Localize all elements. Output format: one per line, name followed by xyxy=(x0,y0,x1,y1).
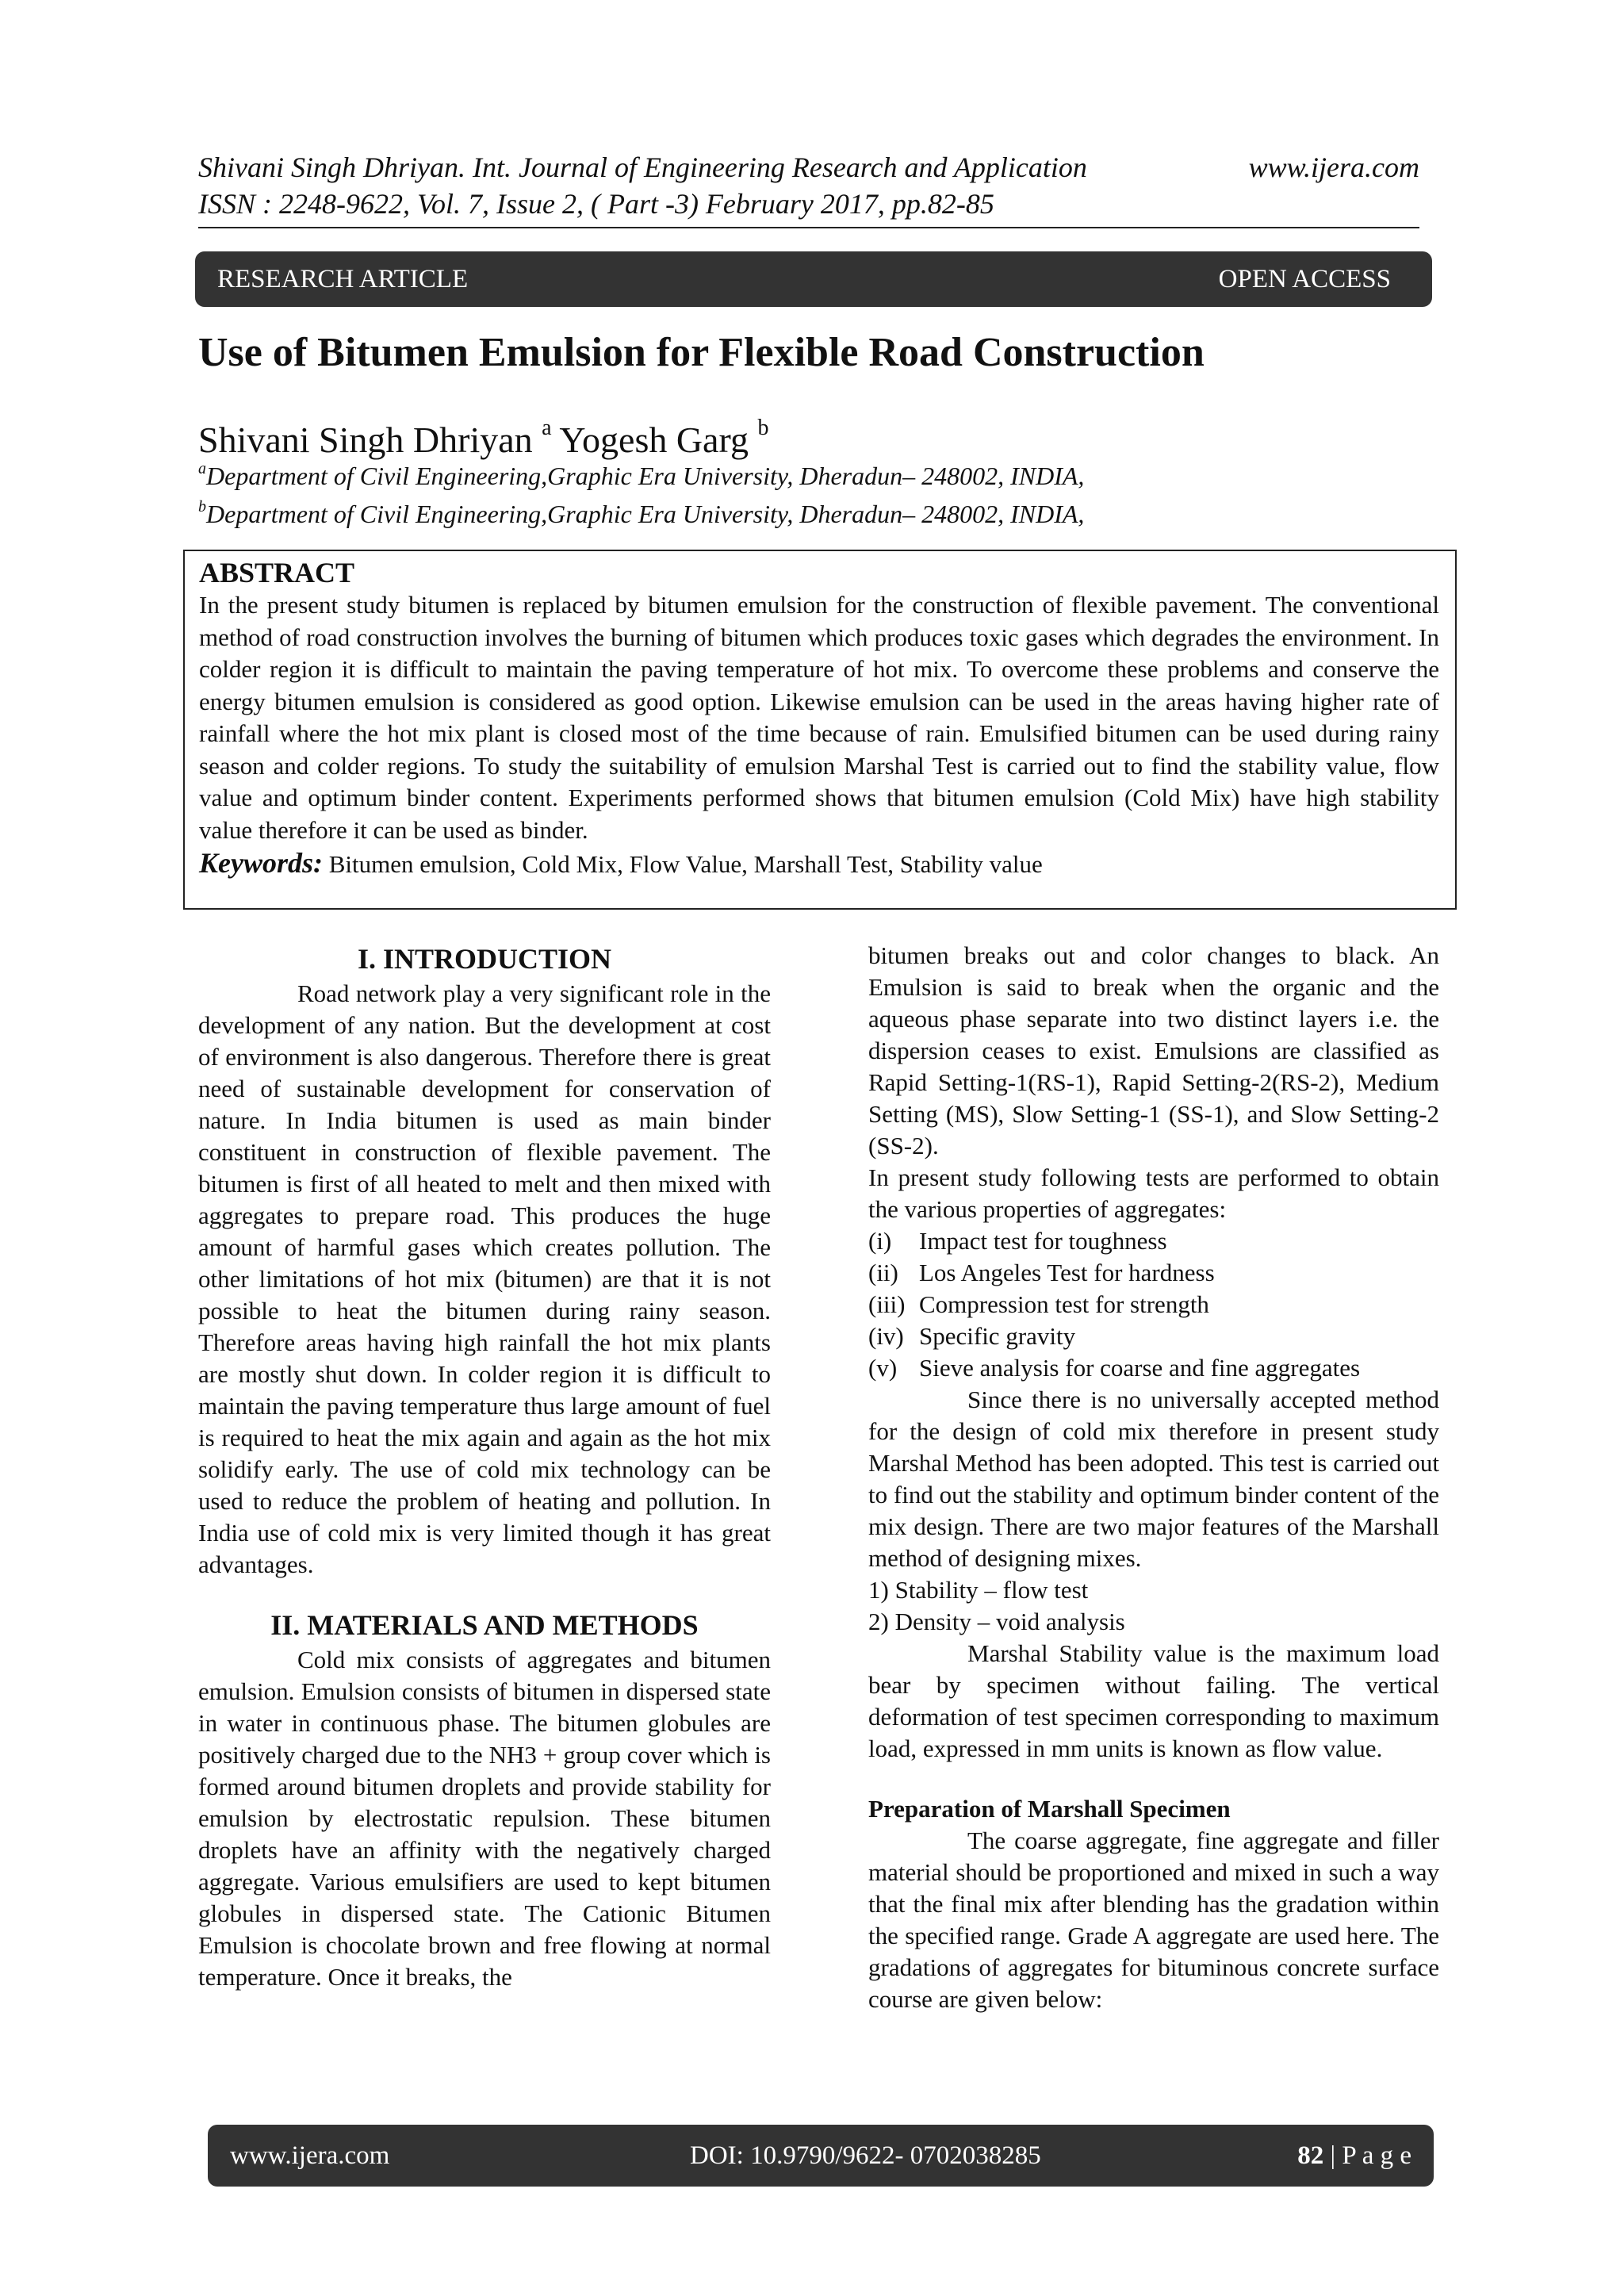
list-item xyxy=(868,1289,1439,1320)
author-2-affiliation-mark: b xyxy=(757,416,769,440)
list-item-number: (iii) xyxy=(868,1290,906,1318)
author-2: Yogesh Garg xyxy=(559,420,749,460)
author-1: Shivani Singh Dhriyan xyxy=(198,420,533,460)
affiliations xyxy=(198,454,1084,530)
introduction-heading: I. INTRODUCTION xyxy=(357,943,612,975)
list-item-number: (v) xyxy=(868,1354,898,1382)
feature-2: 2) Density – void analysis xyxy=(868,1608,1125,1635)
preparation-paragraph: The coarse aggregate, fine aggregate and filler material should be proportioned and mixed in such a way that the final mix after blending has the gradation within the specified range. Grade A aggregate are used here. The gradations of aggregates for bituminous concrete surface course are given below: xyxy=(868,1826,1439,2013)
abstract-text: In the present study bitumen is replaced by bitumen emulsion for the construction of flexible pavement. The conventional method of road construction involves the burning of bitumen which produces toxic gases which degrades the environment. In colder region it is difficult to maintain the paving temperature of hot mix. To overcome these problems and conserve the energy bitumen emulsion is considered as good option. Likewise emulsion can be used in the areas having higher rate of rainfall where the hot mix plant is closed most of the time because of rain. Emulsified bitumen can be used during rainy season and colder regions. To study the suitability of emulsion Marshal Test is carried out to find the stability value, flow value and optimum binder content. Experiments performed shows that bitumen emulsion (Cold Mix) have high stability value therefore it can be used as binder. xyxy=(199,591,1439,844)
article-type-label: RESEARCH ARTICLE xyxy=(217,264,469,293)
header-divider xyxy=(198,227,1419,228)
journal-citation: Shivani Singh Dhriyan. Int. Journal of Engineering Research and Application xyxy=(198,151,1087,183)
list-item xyxy=(868,1352,1439,1384)
affiliation-b xyxy=(198,492,1084,530)
footer-doi: DOI: 10.9790/9622- 0702038285 xyxy=(690,2141,1041,2170)
list-item-text: Compression test for strength xyxy=(919,1290,1209,1318)
emulsion-paragraph: bitumen breaks out and color changes to black. An Emulsion is said to break when the organic and the aqueous phase separate into two distinct layers i.e. the dispersion ceases to exist. Emulsions are classified as Rapid Setting-1(RS-1), Rapid Setting-2(RS-2), Medium Setting (MS), Slow Setting-1 (SS-1), and Slow Setting-2 (SS-2). xyxy=(868,941,1439,1159)
running-header xyxy=(198,149,1419,222)
issn-line: ISSN : 2248-9622, Vol. 7, Issue 2, ( Part -3) February 2017, pp.82-85 xyxy=(198,188,994,220)
introduction-text: Road network play a very significant role in the development of any nation. But the development at cost of environment is also dangerous. Therefore there is great need of sustainable development for conservation of nature. In India bitumen is used as main binder constituent in construction of flexible pavement. The bitumen is first of all heated to melt and then mixed with aggregates to prepare road. This produces the huge amount of harmful gases which creates pollution. The other limitations of hot mix (bitumen) are that it is not possible to heat the bitumen during rainy season. Therefore areas having high rainfall the hot mix plants are mostly shut down. In colder region it is difficult to maintain the paving temperature thus large amount of fuel is required to heat the mix again and again as the hot mix solidify early. The use of cold mix technology can be used to reduce the problem of heating and pollution. In India use of cold mix is very limited though it has great advantages. xyxy=(198,979,771,1578)
author-1-affiliation-mark: a xyxy=(542,416,552,440)
feature-1: 1) Stability – flow test xyxy=(868,1576,1089,1604)
list-item xyxy=(868,1320,1439,1352)
list-item-text: Specific gravity xyxy=(919,1322,1076,1350)
list-item-number: (ii) xyxy=(868,1259,898,1286)
footer-website[interactable]: www.ijera.com xyxy=(230,2141,390,2170)
affiliation-a-mark: a xyxy=(198,460,206,477)
page-label: | P a g e xyxy=(1323,2141,1411,2170)
right-column xyxy=(868,940,1439,2015)
keywords-line xyxy=(199,846,1439,881)
page-footer xyxy=(208,2125,1434,2187)
marshall-method-paragraph: Since there is no universally accepted method for the design of cold mix therefore in present study Marshal Method has been adopted. This test is carried out to find out the stability and optimum binder content of the mix design. There are two major features of the Marshall method of designing mixes. xyxy=(868,1386,1439,1572)
list-item-text: Sieve analysis for coarse and fine aggregates xyxy=(919,1354,1361,1382)
list-item-number: (iv) xyxy=(868,1322,904,1350)
affiliation-b-text: Department of Civil Engineering,Graphic Era University, Dheradun– 248002, INDIA, xyxy=(206,500,1085,528)
access-type-label: OPEN ACCESS xyxy=(1218,264,1391,293)
preparation-heading: Preparation of Marshall Specimen xyxy=(868,1795,1231,1823)
affiliation-a-text: Department of Civil Engineering,Graphic Era University, Dheradun– 248002, INDIA, xyxy=(206,462,1085,490)
footer-page xyxy=(1297,2141,1411,2171)
article-type-banner xyxy=(195,251,1432,307)
keywords-text: Bitumen emulsion, Cold Mix, Flow Value, Marshall Test, Stability value xyxy=(328,850,1043,878)
journal-website[interactable]: www.ijera.com xyxy=(1248,151,1419,183)
affiliation-a xyxy=(198,454,1084,492)
list-item-text: Los Angeles Test for hardness xyxy=(919,1259,1215,1286)
abstract-heading: ABSTRACT xyxy=(199,557,355,588)
left-column xyxy=(198,940,771,1993)
tests-intro-paragraph: In present study following tests are performed to obtain the various properties of aggregates: xyxy=(868,1163,1439,1223)
methods-heading: II. MATERIALS AND METHODS xyxy=(270,1609,699,1641)
stability-paragraph: Marshal Stability value is the maximum load bear by specimen without failing. The vertical deformation of test specimen corresponding to maximum load, expressed in mm units is known as flow value. xyxy=(868,1639,1439,1762)
tests-list xyxy=(868,1225,1439,1384)
affiliation-b-mark: b xyxy=(198,498,206,516)
list-item-number: (i) xyxy=(868,1227,892,1255)
keywords-label: Keywords: xyxy=(199,847,323,879)
paper-title: Use of Bitumen Emulsion for Flexible Road Construction xyxy=(198,330,1205,375)
page-number: 82 xyxy=(1297,2141,1324,2170)
abstract-box xyxy=(183,550,1457,910)
list-item-text: Impact test for toughness xyxy=(919,1227,1167,1255)
list-item xyxy=(868,1225,1439,1257)
list-item xyxy=(868,1257,1439,1289)
methods-text: Cold mix consists of aggregates and bitumen emulsion. Emulsion consists of bitumen in dispersed state in water in continuous phase. The bitumen globules are positively charged due to the NH3 + group cover which is formed around bitumen droplets and provide stability for emulsion by electrostatic repulsion. These bitumen droplets have an affinity with the negatively charged aggregate. Various emulsifiers are used to kept bitumen globules in dispersed state. The Cationic Bitumen Emulsion is chocolate brown and free flowing at normal temperature. Once it breaks, the xyxy=(198,1646,771,1991)
